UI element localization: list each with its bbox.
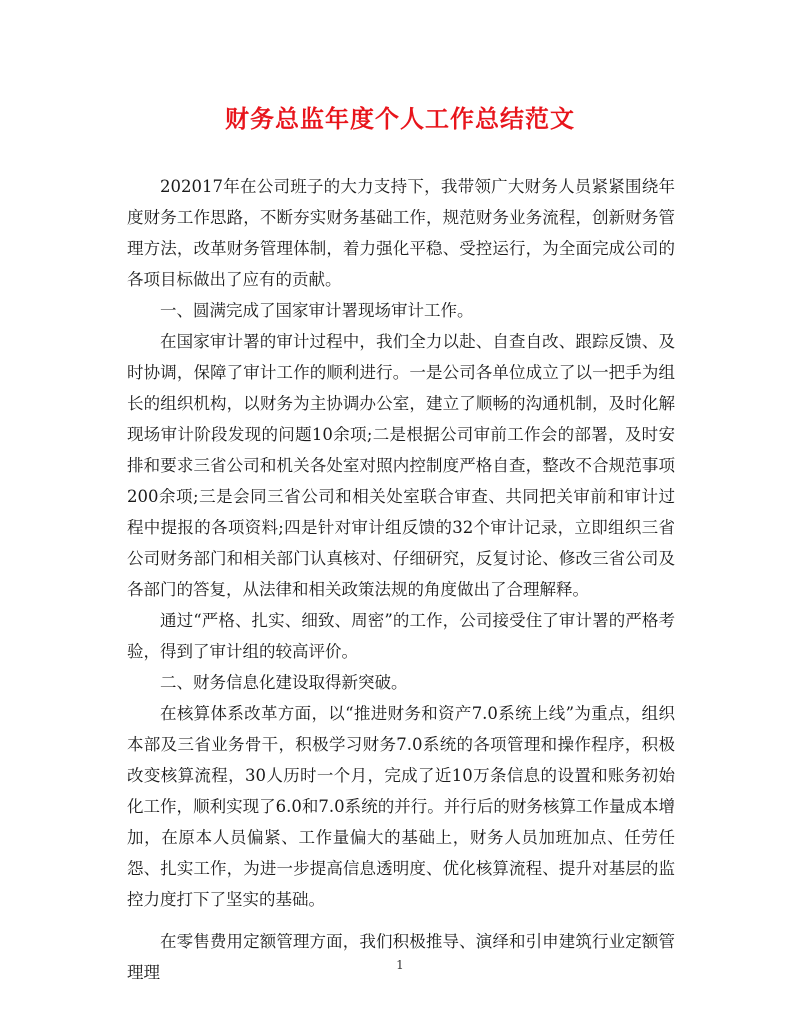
paragraph-accounting-reform: 在核算体系改革方面，以“推进财务和资产7.0系统上线”为重点，组织本部及三省业务骨干，积极学习财务7.0系统的各项管理和操作程序，积极改变核算流程，30人历时一个月，完成了近10万条信息的设置和账务初始化工作，顺利实现了6.0和7.0系统的并行。并行后的财务核算工作量成本增加，在原本人员偏紧、工作量偏大的基础上，财务人员加班加点、任劳任怨、扎实工作，为进一步提高信息透明度、优化核算流程、提升对基层的监控力度打下了坚实的基础。	[127, 704, 675, 909]
paragraph-audit-details: 在国家审计署的审计过程中，我们全力以赴、自查自改、跟踪反馈、及时协调，保障了审计工作的顺利进行。一是公司各单位成立了以一把手为组长的组织机构，以财务为主协调办公室，建立了顺畅的沟通机制，及时化解现场审计阶段发现的问题10余项;二是根据公司审前工作会的部署，及时安排和要求三省公司和机关各处室对照内控制度严格自查，整改不合规范事项200余项;三是会同三省公司和相关处室联合审查、共同把关审前和审计过程中提报的各项资料;四是针对审计组反馈的32个审计记录，立即组织三省公司财务部门和相关部门认真核对、仔细研究，反复讨论、修改三省公司及各部门的答复，从法律和相关政策法规的角度做出了合理解释。	[127, 332, 675, 599]
document-body	[127, 171, 675, 988]
section-heading-informatization: 二、财务信息化建设取得新突破。	[160, 673, 408, 692]
paragraph-retail-expense: 在零售费用定额管理方面，我们积极推导、演绎和引申建筑行业定额管理理	[127, 932, 675, 982]
paragraph-intro: 202017年在公司班子的大力支持下，我带领广大财务人员紧紧围绕年度财务工作思路，不断夯实财务基础工作，规范财务业务流程，创新财务管理方法，改革财务管理体制，着力强化平稳、受控运行，为全面完成公司的各项目标做出了应有的贡献。	[127, 177, 675, 289]
paragraph-audit-result: 通过“严格、扎实、细致、周密”的工作，公司接受住了审计署的严格考验，得到了审计组的较高评价。	[127, 611, 675, 661]
page-number: 1	[396, 958, 404, 972]
section-heading-audit: 一、圆满完成了国家审计署现场审计工作。	[160, 301, 474, 320]
document-title: 财务总监年度个人工作总结范文	[225, 104, 575, 133]
